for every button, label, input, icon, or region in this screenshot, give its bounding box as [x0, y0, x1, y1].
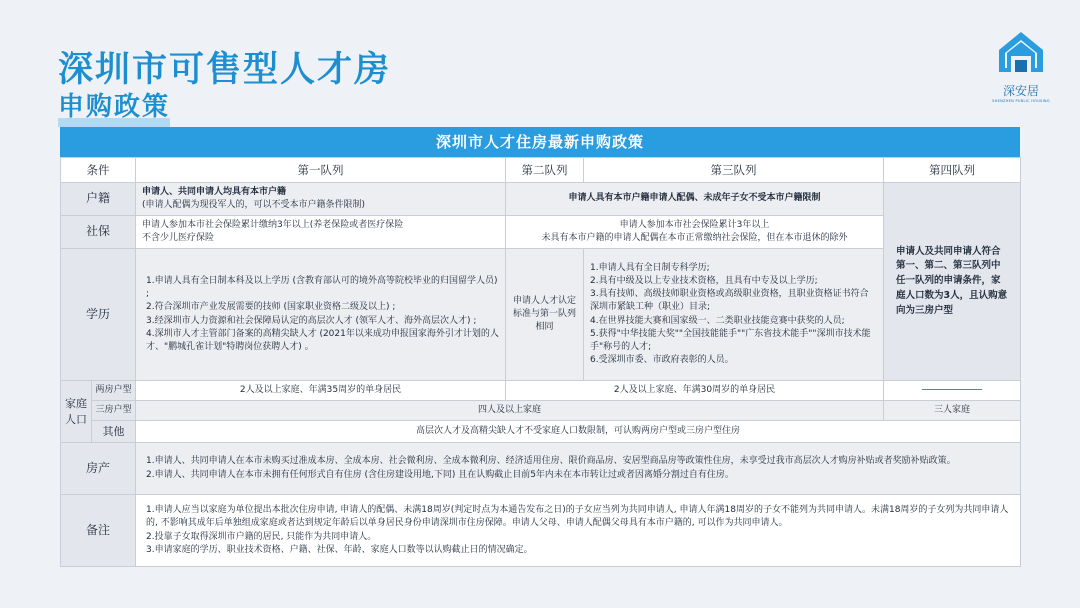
label-xueli: 学历 — [61, 249, 136, 381]
beizhu-line: 2.投靠子女取得深圳市户籍的居民, 只能作为共同申请人。 — [146, 531, 377, 542]
row-fangchan — [61, 443, 1021, 495]
empty-dash — [922, 389, 982, 390]
fangchan-line: 2.申请人、共同申请人在本市未拥有任何形式自有住房 (含住房建设用地,下同) 且在认购截止目前5年内未在本市转让过或者因离婚分割过自有住房。 — [146, 469, 734, 480]
row-family-other — [61, 421, 1021, 443]
label-family: 家庭人口 — [61, 381, 92, 443]
shebao-q1-line1: 申请人参加本市社会保险累计缴纳3年以上(养老保险或者医疗保险 — [142, 219, 404, 230]
shebao-q23-line2: 未具有本市户籍的申请人配偶在本市正常缴纳社会保险，但在本市退休的除外 — [541, 233, 848, 243]
logo-subtext: SHENZHEN PUBLIC HOUSING — [992, 99, 1050, 103]
shebao-q1 — [136, 216, 506, 249]
shebao-q23 — [506, 216, 884, 249]
brand-logo — [990, 28, 1052, 103]
header-queue-3: 第三队列 — [584, 158, 884, 183]
label-shebao: 社保 — [61, 216, 136, 249]
two-room-q23: 2人及以上家庭、年满30周岁的单身居民 — [506, 381, 884, 401]
two-room-q1: 2人及以上家庭、年满35周岁的单身居民 — [136, 381, 506, 401]
table-title: 深圳市人才住房最新申购政策 — [60, 127, 1020, 157]
xueli-q1-item: 2.符合深圳市产业发展需要的技师 (国家职业资格二级及以上) ; — [146, 302, 396, 313]
row-shebao — [61, 216, 1021, 249]
xueli-q3-item: 2.具有中级及以上专业技术资格，且具有中专及以上学历; — [590, 276, 818, 287]
shebao-q1-line2: 不含少儿医疗保险 — [142, 233, 215, 243]
beizhu-line: 1.申请人应当以家庭为单位提出本批次住房申请, 申请人的配偶、未满18周岁(判定时点为本通告发布之日)的子女应当列为共同申请人, 申请人年满18周岁的子女不能列为共同申请人。未满18周岁的子女列为共同申请人的, 不影响其成年后单独组成家庭或者达到规定年龄后以单身居民身份申请深圳市住房保障。申请人父母、申请人配偶父母具有本市户籍的, 可以作为共同申请人。 — [146, 505, 1009, 529]
header-row — [61, 158, 1021, 183]
label-fangchan: 房产 — [61, 443, 136, 495]
xueli-q3 — [584, 249, 884, 381]
xueli-q3-item: 3.具有技师、高级技师职业资格或高级职业资格，且职业资格证书符合深圳市紧缺工种（职业）目录; — [590, 289, 869, 313]
label-hukou: 户籍 — [61, 183, 136, 216]
xueli-q3-item: 1.申请人具有全日制专科学历; — [590, 263, 710, 274]
shebao-q23-line1: 申请人参加本市社会保险累计3年以上 — [619, 219, 770, 230]
hukou-q1-line2: (申请人配偶为现役军人的，可以不受本市户籍条件限制) — [142, 200, 366, 210]
xueli-q1-item: 3.经深圳市人力资源和社会保障局认定的高层次人才 (领军人才、海外高层次人才) ; — [146, 315, 477, 326]
fangchan-text — [136, 443, 1021, 495]
row-xueli — [61, 249, 1021, 381]
label-family-other: 其他 — [92, 421, 136, 443]
hukou-q1 — [136, 183, 506, 216]
row-two-room — [61, 381, 1021, 401]
label-three-room: 三房户型 — [92, 401, 136, 421]
xueli-q3-item: 6.受深圳市委、市政府表彰的人员。 — [590, 354, 734, 365]
beizhu-text — [136, 495, 1021, 567]
xueli-q3-item: 4.在世界技能大赛和国家级一、二类职业技能竞赛中获奖的人员; — [590, 315, 845, 326]
xueli-q1-item: 1.申请人具有全日制本科及以上学历 (含教育部认可的境外高等院校毕业的归国留学人员) ; — [146, 276, 498, 300]
xueli-q1 — [136, 249, 506, 381]
two-room-q4 — [884, 381, 1021, 401]
header-condition: 条件 — [61, 158, 136, 183]
house-logo-icon — [993, 28, 1049, 76]
three-room-q123: 四人及以上家庭 — [136, 401, 884, 421]
row-three-room — [61, 401, 1021, 421]
hukou-q23: 申请人具有本市户籍申请人配偶、未成年子女不受本市户籍限制 — [506, 183, 884, 216]
header-queue-4: 第四队列 — [884, 158, 1021, 183]
policy-table — [60, 127, 1020, 567]
row-hukou — [61, 183, 1021, 216]
row-beizhu — [61, 495, 1021, 567]
xueli-q3-item: 5.获得"中华技能大奖""全国技能能手""广东省技术能手""深圳市技术能手"称号的人才; — [590, 328, 871, 352]
hukou-q1-line1: 申请人、共同申请人均具有本市户籍 — [142, 186, 287, 197]
page-subtitle: 申购政策 — [58, 86, 170, 125]
beizhu-line: 3.申请家庭的学历、职业技术资格、户籍、社保、年龄、家庭人口数等以认购截止日的情况确定。 — [146, 544, 533, 555]
logo-name: 深安居 — [1002, 84, 1039, 98]
family-other-text: 高层次人才及高精尖缺人才不受家庭人口数限制，可认购两房户型或三房户型住房 — [136, 421, 1021, 443]
fangchan-line: 1.申请人、共同申请人在本市未购买过准成本房、全成本房、社会微利房、全成本微利房、经济适用住房、限价商品房、安居型商品房等政策性住房，未享受过我市高层次人才购房补贴或者奖励补贴政策。 — [146, 456, 956, 467]
header-queue-1: 第一队列 — [136, 158, 506, 183]
xueli-q2: 申请人人才认定标准与第一队列相同 — [506, 249, 584, 381]
label-two-room: 两房户型 — [92, 381, 136, 401]
header-queue-2: 第二队列 — [506, 158, 584, 183]
three-room-q4: 三人家庭 — [884, 401, 1021, 421]
page-title: 深圳市可售型人才房 — [58, 50, 392, 90]
label-beizhu: 备注 — [61, 495, 136, 567]
xueli-q4: 申请人及共同申请人符合第一、第二、第三队列中任一队列的申请条件，家庭人口数为3人，且认购意向为三房户型 — [884, 183, 1021, 381]
xueli-q1-item: 4.深圳市人才主管部门备案的高精尖缺人才 (2021年以来成功申报国家海外引才计划的人才、"鹏城孔雀计划"特聘岗位获聘人才) 。 — [146, 328, 499, 352]
